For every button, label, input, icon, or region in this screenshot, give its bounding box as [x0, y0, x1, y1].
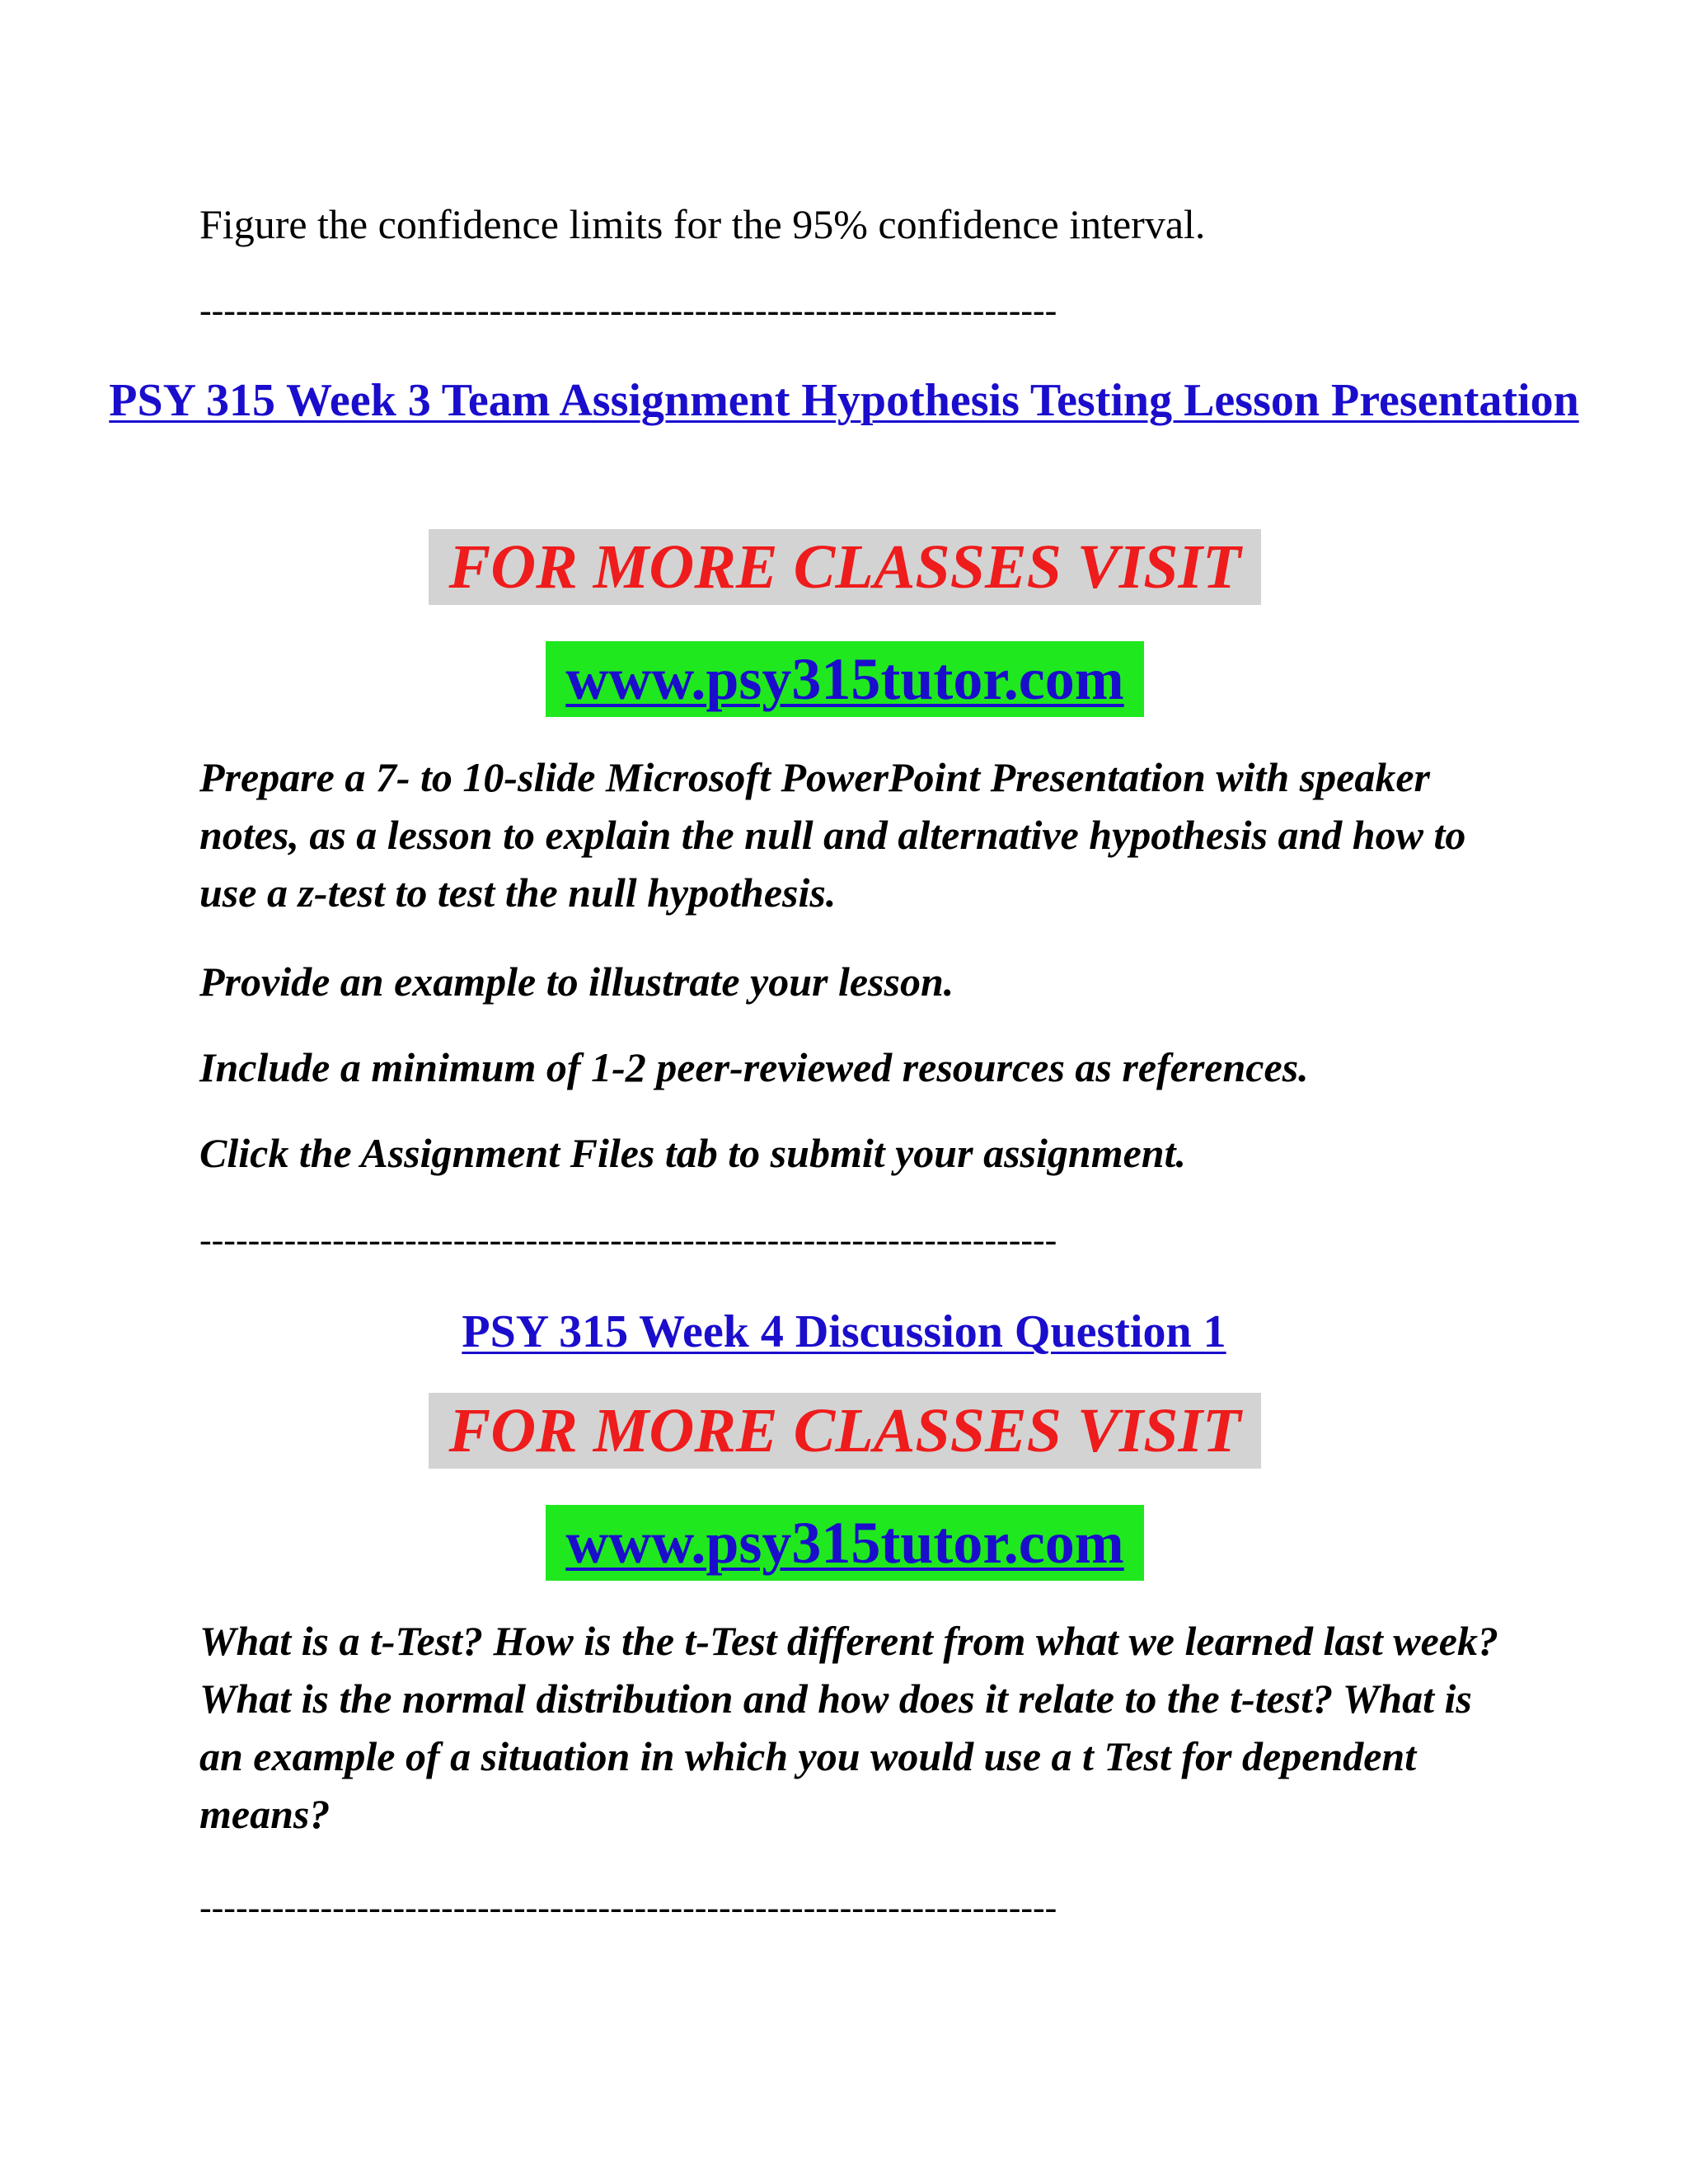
section-divider: ----------------------------------------------------------------------- [199, 1220, 1057, 1260]
week4-discussion-link[interactable]: PSY 315 Week 4 Discussion Question 1 [462, 1306, 1226, 1357]
section-divider: ----------------------------------------------------------------------- [199, 1887, 1057, 1928]
week4-discussion-heading [0, 1297, 1688, 1366]
assignment-instructions: Prepare a 7- to 10-slide Microsoft PowerPoint Presentation with speaker notes, as a lesson to explain the null and alternative hypothesis and how to use a z-test to test the null hypothesis. [199, 754, 1466, 916]
assignment-submit-note: Click the Assignment Files tab to submit your assignment. [199, 1130, 1186, 1176]
week3-team-assignment-link[interactable]: PSY 315 Week 3 Team Assignment Hypothesis Testing Lesson Presentation [109, 375, 1579, 426]
assignment-references-note: Include a minimum of 1-2 peer-reviewed resources as references. [199, 1044, 1309, 1090]
assignment-example-note: Provide an example to illustrate your lesson. [199, 958, 954, 1005]
tutor-site-link[interactable]: www.psy315tutor.com [565, 1510, 1124, 1576]
intro-line: Figure the confidence limits for the 95% confidence interval. [199, 201, 1206, 247]
tutor-site-box [546, 641, 1144, 717]
more-classes-banner: FOR MORE CLASSES VISIT [429, 529, 1261, 605]
more-classes-banner: FOR MORE CLASSES VISIT [429, 1393, 1261, 1469]
tutor-site-box [546, 1505, 1144, 1581]
tutor-site-link[interactable]: www.psy315tutor.com [565, 646, 1124, 712]
section-divider: ----------------------------------------------------------------------- [199, 290, 1057, 330]
discussion-question: What is a t-Test? How is the t-Test different from what we learned last week? What is the normal distribution and how does it relate to the t-test? What is an example of a situation in which you would use a t Test for dependent means? [199, 1618, 1499, 1837]
week3-team-assignment-heading [0, 366, 1688, 435]
